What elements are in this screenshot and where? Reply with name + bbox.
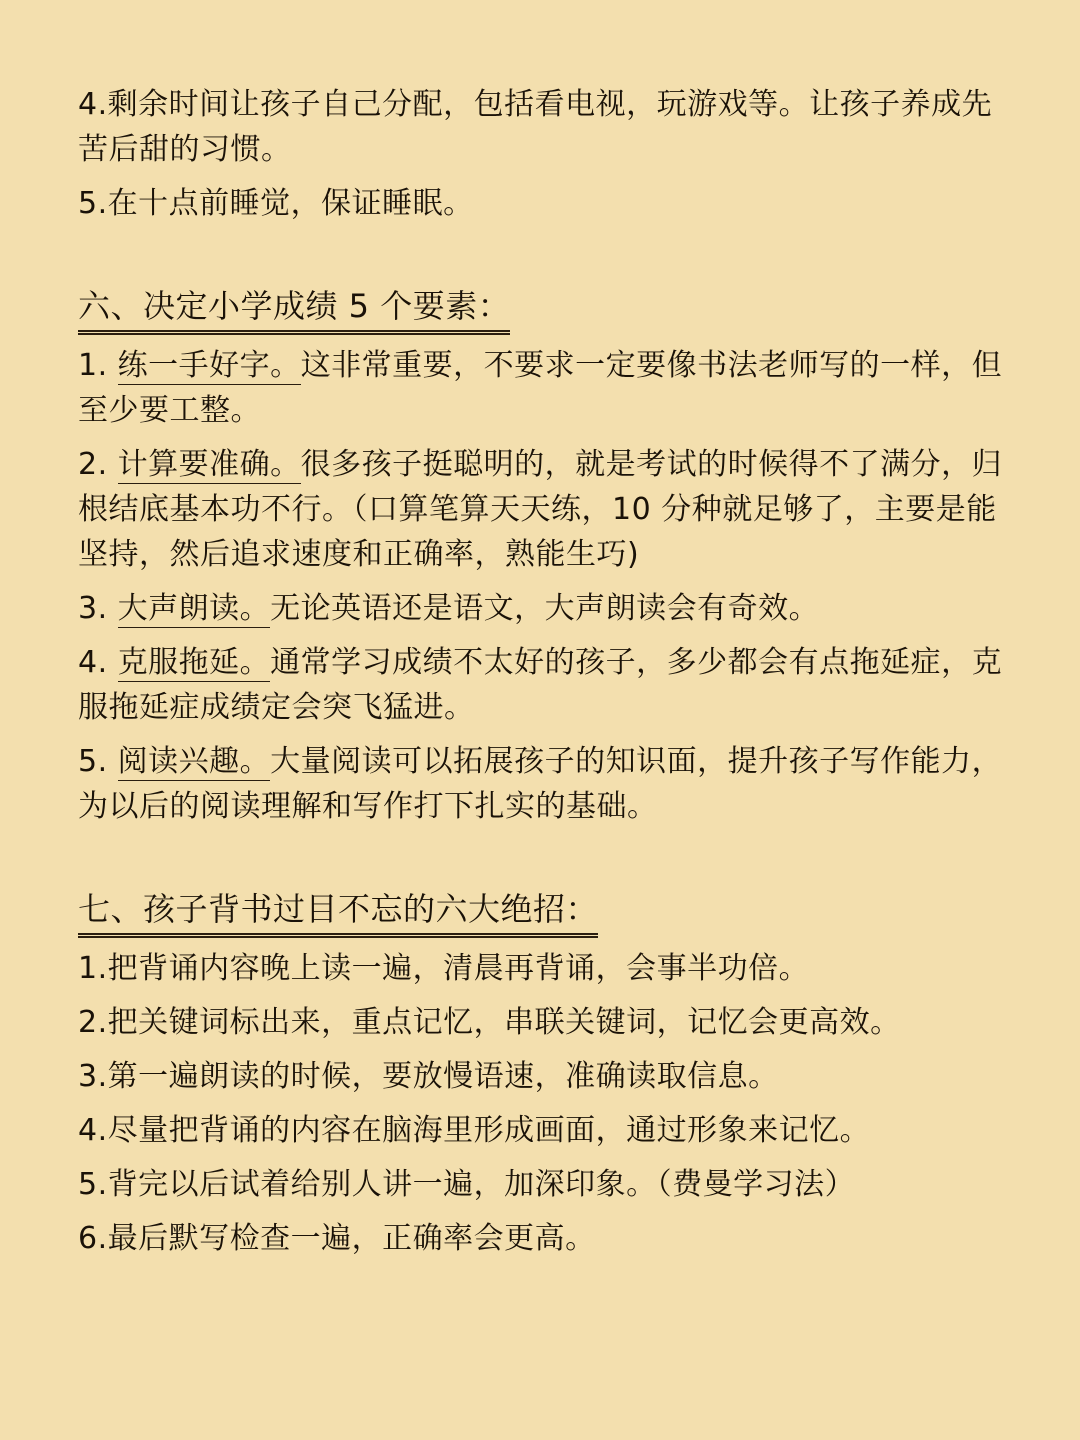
item-number: 2. [78, 447, 118, 482]
list-item: 4.剩余时间让孩子自己分配，包括看电视，玩游戏等。让孩子养成先苦后甜的习惯。 [78, 87, 993, 167]
item-number: 1. [78, 348, 118, 383]
list-item: 2.把关键词标出来，重点记忆，串联关键词，记忆会更高效。 [78, 1005, 901, 1040]
section-seven [78, 887, 1020, 1261]
list-item [78, 442, 1020, 577]
item-keyword: 计算要准确。 [117, 447, 301, 482]
list-item: 3.第一遍朗读的时候，要放慢语速，准确读取信息。 [78, 1059, 779, 1094]
intro-list [78, 82, 1020, 226]
item-text: 无论英语还是语文，大声朗读会有奇效。 [270, 591, 820, 626]
item-text: 很多孩子挺聪明的，就是考试的时候得不了满分，归根结底基本功不行。（口算笔算天天练，10 分种就足够了，主要是能坚持，然后追求速度和正确率，熟能生巧) [78, 447, 1003, 572]
item-number: 4. [78, 645, 118, 680]
item-text: 大量阅读可以拓展孩子的知识面，提升孩子写作能力，为以后的阅读理解和写作打下扎实的基础。 [78, 744, 1003, 824]
list-item [78, 640, 1020, 730]
section-heading: 六、决定小学成绩 5 个要素： [78, 284, 510, 335]
list-item: 4.尽量把背诵的内容在脑海里形成画面，通过形象来记忆。 [78, 1113, 871, 1148]
section-six [78, 284, 1020, 829]
item-keyword: 阅读兴趣。 [117, 744, 271, 779]
item-text: 通常学习成绩不太好的孩子，多少都会有点拖延症，克服拖延症成绩定会突飞猛进。 [78, 645, 1003, 725]
list-item: 1.把背诵内容晚上读一遍，清晨再背诵，会事半功倍。 [78, 951, 810, 986]
list-item: 5.在十点前睡觉，保证睡眠。 [78, 186, 474, 221]
list-item [78, 739, 1020, 829]
item-text: 这非常重要，不要求一定要像书法老师写的一样，但至少要工整。 [78, 348, 1003, 428]
list-item [78, 343, 1020, 433]
list-item [78, 586, 1020, 631]
item-number: 5. [78, 744, 118, 779]
item-keyword: 克服拖延。 [117, 645, 271, 680]
section-heading: 七、孩子背书过目不忘的六大绝招： [78, 887, 598, 938]
list-item: 6.最后默写检查一遍，正确率会更高。 [78, 1221, 596, 1256]
item-number: 3. [78, 591, 118, 626]
list-item: 5.背完以后试着给别人讲一遍，加深印象。（费曼学习法） [78, 1167, 856, 1202]
item-keyword: 大声朗读。 [117, 591, 271, 626]
item-keyword: 练一手好字。 [117, 348, 301, 383]
